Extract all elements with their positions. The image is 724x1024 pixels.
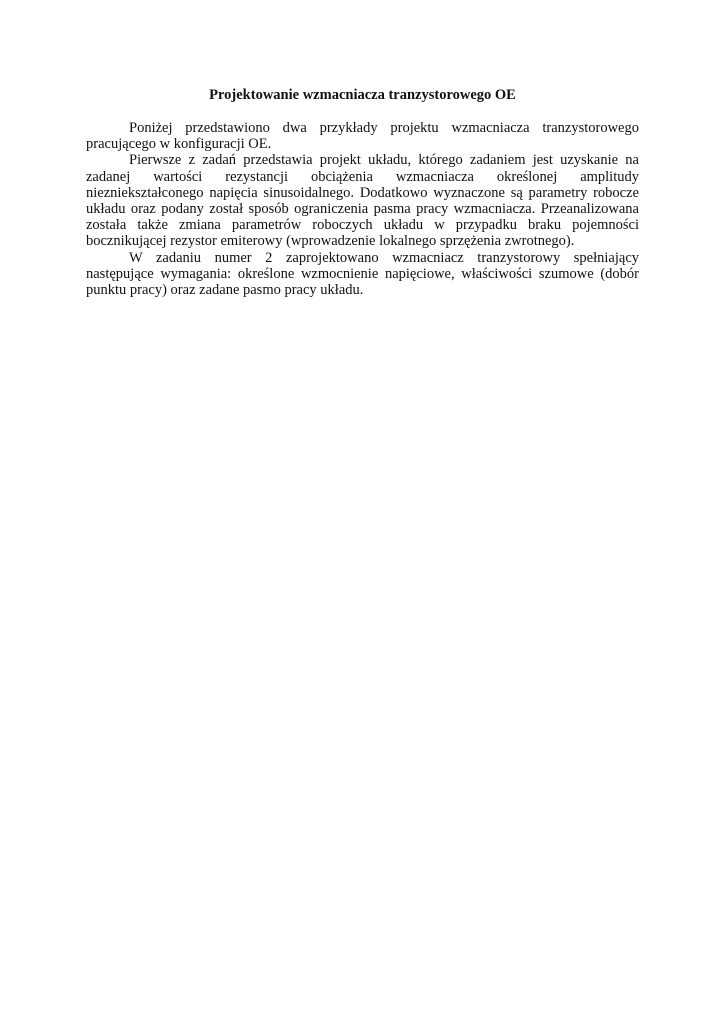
document-body (86, 86, 639, 298)
paragraph-task-1: Pierwsze z zadań przedstawia projekt układu, którego zadaniem jest uzyskanie na zadanej wartości rezystancji obciążenia wzmacniacza określonej amplitudy niezniekształconego napięcia sinusoidalnego. Dodatkowo wyznaczone są parametry robocze układu oraz podany został sposób ograniczenia pasma pracy wzmacniacza. Przeanalizowana została także zmiana parametrów roboczych układu w przypadku braku pojemności bocznikującej rezystor emiterowy (wprowadzenie lokalnego sprzężenia zwrotnego). (86, 152, 639, 250)
paragraph-intro: Poniżej przedstawiono dwa przykłady projektu wzmacniacza tranzystorowego pracującego w konfiguracji OE. (86, 120, 639, 153)
document-title: Projektowanie wzmacniacza tranzystorowego OE (209, 87, 516, 103)
paragraph-task-2: W zadaniu numer 2 zaprojektowano wzmacniacz tranzystorowy spełniający następujące wymagania: określone wzmocnienie napięciowe, właściwości szumowe (dobór punktu pracy) oraz zadane pasmo pracy układu. (86, 249, 639, 299)
